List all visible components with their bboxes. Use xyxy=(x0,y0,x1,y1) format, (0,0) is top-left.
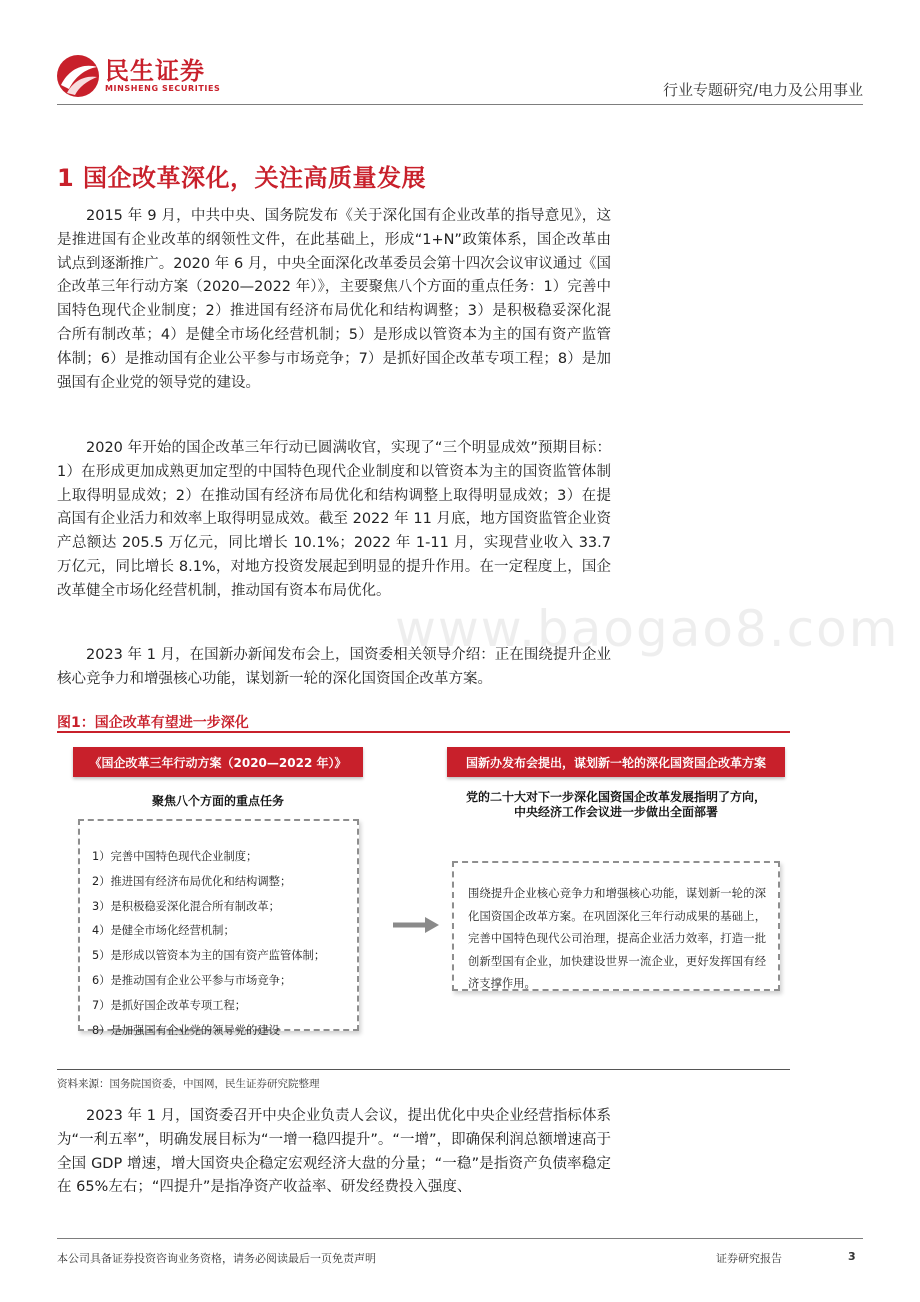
logo-mark-icon xyxy=(57,55,99,97)
paragraph-4: 2023 年 1 月，国资委召开中央企业负责人会议，提出优化中央企业经营指标体系为“一利五率”，明确发展目标为“一增一稳四提升”。“一增”，即确保利润总额增速高于全国 GDP 增速，增大国资央企稳定宏观经济大盘的分量；“一稳”是指资产负债率稳定在 65%左右；“四提升”是指净资产收益率、研发经费投入强度、 xyxy=(57,1108,611,1196)
section-title: 1 国企改革深化，关注高质量发展 xyxy=(57,164,427,192)
paragraph-1: 2015 年 9 月，中共中央、国务院发布《关于深化国有企业改革的指导意见》，这是推进国有企业改革的纲领性文件，在此基础上，形成“1+N”政策体系，国企改革由试点到逐渐推广。2020 年 6 月，中央全面深化改革委员会第十四次会议审议通过《国企改革三年行动方案（2020—2022 年）》，主要聚焦八个方面的重点任务：1）完善中国特色现代企业制度；2）推进国有经济布局优化和结构调整；3）是积极稳妥深化混合所有制改革；4）是健全市场化经营机制；5）是形成以管资本为主的国有资产监管体制；6）是推动国有企业公平参与市场竞争；7）是抓好国企改革专项工程；8）是加强国有企业党的领导党的建设。 xyxy=(57,208,611,391)
task-item: 7）是抓好国企改革专项工程； xyxy=(92,998,247,1012)
watermark: www.baogao8.com xyxy=(395,600,900,658)
task-item: 2）推进国有经济布局优化和结构调整； xyxy=(92,874,292,888)
right-subtitle-line-2: 中央经济工作会议进一步做出全面部署 xyxy=(513,805,718,819)
task-item: 1）完善中国特色现代企业制度； xyxy=(92,850,258,863)
logo-english-name: MINSHENG SECURITIES xyxy=(105,84,221,93)
right-subtitle-line-1: 党的二十大对下一步深化国资国企改革发展指明了方向， xyxy=(465,790,766,804)
footer-disclaimer: 本公司具备证券投资咨询业务资格，请务必阅读最后一页免责声明 xyxy=(57,1252,376,1265)
figure-source: 资料来源：国务院国资委，中国网，民生证券研究院整理 xyxy=(57,1078,320,1090)
left-subtitle: 聚焦八个方面的重点任务 xyxy=(151,794,284,808)
task-item: 3）是积极稳妥深化混合所有制改革； xyxy=(92,899,280,913)
footer-report-type: 证券研究报告 xyxy=(716,1252,782,1265)
task-item: 8）是加强国有企业党的领导党的建设 xyxy=(92,1023,280,1037)
footer-divider xyxy=(57,1238,863,1239)
header-divider xyxy=(57,104,863,105)
paragraph-3: 2023 年 1 月，在国新办新闻发布会上，国资委相关领导介绍：正在围绕提升企业核心竞争力和增强核心功能，谋划新一轮的深化国资国企改革方案。 xyxy=(57,647,611,687)
paragraph-2: 2020 年开始的国企改革三年行动已圆满收官，实现了“三个明显成效”预期目标：1）在形成更加成熟更加定型的中国特色现代企业制度和以管资本为主的国资监管体制上取得明显成效；2）在推动国有经济布局优化和结构调整上取得明显成效；3）在提高国有企业活力和效率上取得明显成效。截至 2022 年 11 月底，地方国资监管企业资产总额达 205.5 万亿元，同比增长 10.1%；2022 年 1-11 月，实现营业收入 33.7 万亿元，同比增长 8.1%，对地方投资发展起到明显的提升作用。在一定程度上，国企改革健全市场化经营机制，推动国有资本布局优化。 xyxy=(57,440,611,599)
page-number: 3 xyxy=(848,1250,856,1263)
right-header-label: 国新办发布会提出，谋划新一轮的深化国资国企改革方案 xyxy=(447,747,785,777)
right-plan-box xyxy=(452,861,780,991)
figure-top-rule xyxy=(57,731,790,733)
arrow-right-icon xyxy=(393,917,439,933)
figure-title: 图1：国企改革有望进一步深化 xyxy=(57,715,249,731)
task-item: 4）是健全市场化经营机制； xyxy=(92,924,235,938)
figure-bottom-rule xyxy=(57,1069,790,1070)
company-logo xyxy=(57,54,227,98)
left-task-box xyxy=(78,819,359,1037)
right-plan-text: 围绕提升企业核心竞争力和增强核心功能，谋划新一轮的深化国资国企改革方案。在巩固深化三年行动成果的基础上，完善中国特色现代公司治理，提高企业活力效率，打造一批创新型国有企业，加快建设世界一流企业，更好发挥国有经济支撑作用。 xyxy=(468,887,766,990)
report-category: 行业专题研究/电力及公用事业 xyxy=(662,81,863,99)
task-item: 6）是推动国有企业公平参与市场竞争； xyxy=(92,973,292,987)
task-item: 5）是形成以管资本为主的国有资产监管体制； xyxy=(92,949,326,963)
right-subtitle xyxy=(447,790,785,820)
left-header-label: 《国企改革三年行动方案（2020—2022 年）》 xyxy=(73,747,363,777)
logo-chinese-name: 民生证券 xyxy=(105,57,205,85)
